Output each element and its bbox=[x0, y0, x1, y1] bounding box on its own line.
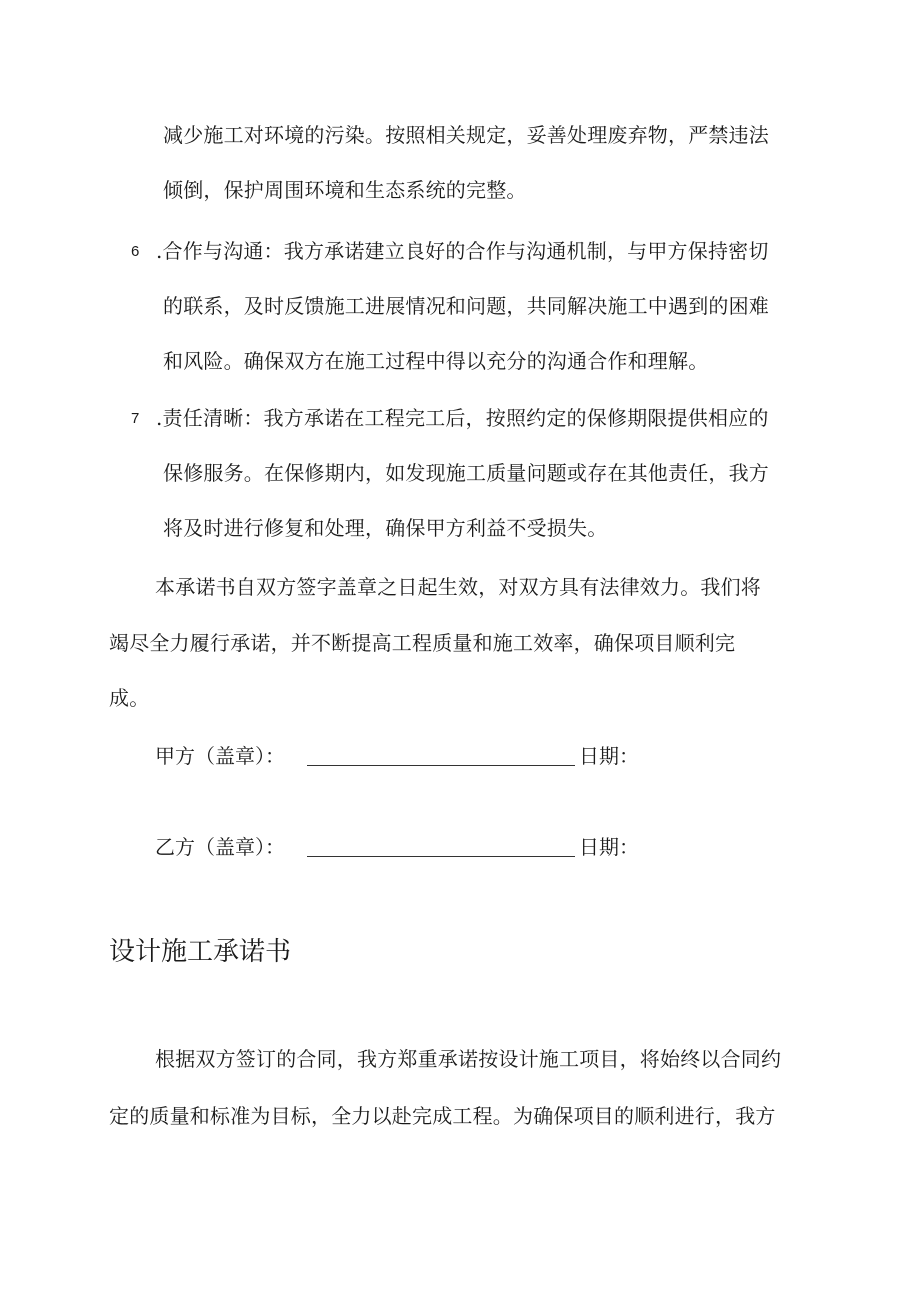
party-a-signature-line bbox=[307, 765, 575, 766]
party-a-label: 甲方（盖章）： bbox=[155, 744, 285, 768]
section6-line-2: 的联系，及时反馈施工进展情况和问题，共同解决施工中遇到的困难 bbox=[163, 294, 769, 318]
party-a-date-label: 日期： bbox=[579, 744, 639, 768]
party-b-signature-line bbox=[307, 856, 575, 857]
section6-line-3: 和风险。确保双方在施工过程中得以充分的沟通合作和理解。 bbox=[163, 349, 709, 373]
section6-line-1: .合作与沟通：我方承诺建立良好的合作与沟通机制，与甲方保持密切 bbox=[156, 239, 769, 263]
section7-number: 7 bbox=[131, 410, 140, 427]
section7-line-1: .责任清晰：我方承诺在工程完工后，按照约定的保修期限提供相应的 bbox=[156, 406, 769, 430]
section5-line-1: 减少施工对环境的污染。按照相关规定，妥善处理废弃物，严禁违法 bbox=[163, 123, 769, 147]
section5-line-2: 倾倒，保护周围环境和生态系统的完整。 bbox=[163, 178, 527, 202]
closing-line-3: 成。 bbox=[109, 686, 150, 710]
section7-line-3: 将及时进行修复和处理，确保甲方利益不受损失。 bbox=[163, 516, 608, 540]
closing-line-1: 本承诺书自双方签字盖章之日起生效，对双方具有法律效力。我们将 bbox=[155, 575, 761, 599]
party-b-label: 乙方（盖章）： bbox=[155, 835, 285, 859]
party-b-date-label: 日期： bbox=[579, 835, 639, 859]
section7-line-2: 保修服务。在保修期内，如发现施工质量问题或存在其他责任，我方 bbox=[163, 461, 769, 485]
intro-line-1: 根据双方签订的合同，我方郑重承诺按设计施工项目，将始终以合同约 bbox=[155, 1047, 782, 1071]
intro-line-2: 定的质量和标准为目标，全力以赴完成工程。为确保项目的顺利进行，我方 bbox=[109, 1104, 776, 1128]
document-title: 设计施工承诺书 bbox=[109, 937, 292, 967]
closing-line-2: 竭尽全力履行承诺，并不断提高工程质量和施工效率，确保项目顺利完 bbox=[109, 631, 736, 655]
section6-number: 6 bbox=[131, 243, 140, 260]
